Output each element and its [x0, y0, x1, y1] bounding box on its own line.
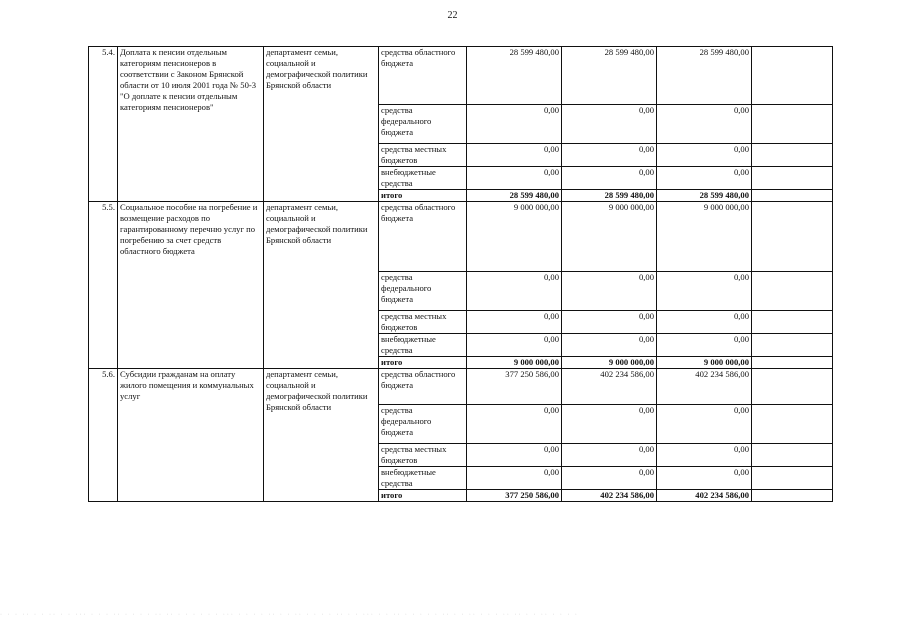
- executor: департамент семьи, социальной и демографической политики Брянской области: [264, 369, 379, 502]
- amount-y2: 9 000 000,00: [562, 357, 657, 369]
- amount-y3: 0,00: [657, 105, 752, 144]
- empty-cell: [752, 357, 833, 369]
- section-number: 5.4.: [89, 47, 118, 202]
- funding-source: итого: [379, 357, 467, 369]
- funding-source: средства федерального бюджета: [379, 405, 467, 444]
- funding-source: итого: [379, 490, 467, 502]
- amount-y1: 0,00: [467, 272, 562, 311]
- amount-y3: 9 000 000,00: [657, 202, 752, 272]
- amount-y3: 0,00: [657, 467, 752, 490]
- funding-source: внебюджетные средства: [379, 167, 467, 190]
- amount-y2: 28 599 480,00: [562, 190, 657, 202]
- funding-row: [89, 202, 833, 272]
- funding-source: внебюджетные средства: [379, 334, 467, 357]
- empty-cell: [752, 311, 833, 334]
- funding-source: средства федерального бюджета: [379, 105, 467, 144]
- amount-y3: 402 234 586,00: [657, 490, 752, 502]
- amount-y2: 0,00: [562, 467, 657, 490]
- funding-source: средства федерального бюджета: [379, 272, 467, 311]
- amount-y2: 0,00: [562, 144, 657, 167]
- measure-name: Доплата к пенсии отдельным категориям пенсионеров в соответствии с Законом Брянской области от 10 июля 2001 года № 50-3 "О доплате к пенсии отдельным категориям пенсионеров": [118, 47, 264, 202]
- section-number: 5.6.: [89, 369, 118, 502]
- section-number: 5.5.: [89, 202, 118, 369]
- amount-y3: 28 599 480,00: [657, 47, 752, 105]
- amount-y1: 377 250 586,00: [467, 490, 562, 502]
- empty-cell: [752, 405, 833, 444]
- funding-source: итого: [379, 190, 467, 202]
- empty-cell: [752, 105, 833, 144]
- empty-cell: [752, 202, 833, 272]
- empty-cell: [752, 490, 833, 502]
- amount-y2: 0,00: [562, 311, 657, 334]
- amount-y1: 0,00: [467, 334, 562, 357]
- empty-cell: [752, 190, 833, 202]
- funding-source: средства областного бюджета: [379, 47, 467, 105]
- measure-name: Субсидии гражданам на оплату жилого помещения и коммунальных услуг: [118, 369, 264, 502]
- amount-y3: 0,00: [657, 144, 752, 167]
- budget-table-body: [89, 47, 833, 502]
- scan-artifact-dots: · · · ·· · · ·· · · ··· · · · ·· · · · · ·· ·· · · · · · · ··· · · · · ·· · · ·· · · · · ·· · · ··· · · ·· · · · · · ·· · · ·· · · · ·· ·· · · ·· · · · ·: [0, 612, 579, 618]
- amount-y2: 0,00: [562, 334, 657, 357]
- funding-source: средства областного бюджета: [379, 202, 467, 272]
- empty-cell: [752, 467, 833, 490]
- amount-y1: 9 000 000,00: [467, 357, 562, 369]
- executor: департамент семьи, социальной и демографической политики Брянской области: [264, 47, 379, 202]
- amount-y1: 0,00: [467, 144, 562, 167]
- amount-y2: 402 234 586,00: [562, 490, 657, 502]
- empty-cell: [752, 144, 833, 167]
- amount-y1: 377 250 586,00: [467, 369, 562, 405]
- measure-name: Социальное пособие на погребение и возмещение расходов по гарантированному перечню услуг по погребению за счет средств областного бюджета: [118, 202, 264, 369]
- amount-y3: 0,00: [657, 405, 752, 444]
- amount-y2: 402 234 586,00: [562, 369, 657, 405]
- amount-y2: 28 599 480,00: [562, 47, 657, 105]
- empty-cell: [752, 47, 833, 105]
- amount-y3: 0,00: [657, 444, 752, 467]
- amount-y2: 9 000 000,00: [562, 202, 657, 272]
- amount-y3: 0,00: [657, 272, 752, 311]
- empty-cell: [752, 334, 833, 357]
- amount-y3: 0,00: [657, 334, 752, 357]
- amount-y1: 28 599 480,00: [467, 190, 562, 202]
- amount-y1: 0,00: [467, 444, 562, 467]
- executor: департамент семьи, социальной и демографической политики Брянской области: [264, 202, 379, 369]
- amount-y3: 0,00: [657, 311, 752, 334]
- amount-y1: 0,00: [467, 105, 562, 144]
- budget-table: [88, 46, 833, 502]
- amount-y3: 28 599 480,00: [657, 190, 752, 202]
- funding-source: внебюджетные средства: [379, 467, 467, 490]
- funding-row: [89, 369, 833, 405]
- amount-y1: 28 599 480,00: [467, 47, 562, 105]
- amount-y2: 0,00: [562, 167, 657, 190]
- amount-y3: 402 234 586,00: [657, 369, 752, 405]
- amount-y3: 0,00: [657, 167, 752, 190]
- amount-y1: 0,00: [467, 311, 562, 334]
- funding-source: средства областного бюджета: [379, 369, 467, 405]
- amount-y2: 0,00: [562, 444, 657, 467]
- amount-y3: 9 000 000,00: [657, 357, 752, 369]
- funding-source: средства местных бюджетов: [379, 311, 467, 334]
- funding-source: средства местных бюджетов: [379, 444, 467, 467]
- empty-cell: [752, 444, 833, 467]
- amount-y2: 0,00: [562, 105, 657, 144]
- empty-cell: [752, 369, 833, 405]
- amount-y1: 9 000 000,00: [467, 202, 562, 272]
- amount-y2: 0,00: [562, 272, 657, 311]
- amount-y2: 0,00: [562, 405, 657, 444]
- funding-source: средства местных бюджетов: [379, 144, 467, 167]
- funding-row: [89, 47, 833, 105]
- amount-y1: 0,00: [467, 405, 562, 444]
- empty-cell: [752, 167, 833, 190]
- amount-y1: 0,00: [467, 167, 562, 190]
- amount-y1: 0,00: [467, 467, 562, 490]
- empty-cell: [752, 272, 833, 311]
- page-number: 22: [447, 10, 458, 21]
